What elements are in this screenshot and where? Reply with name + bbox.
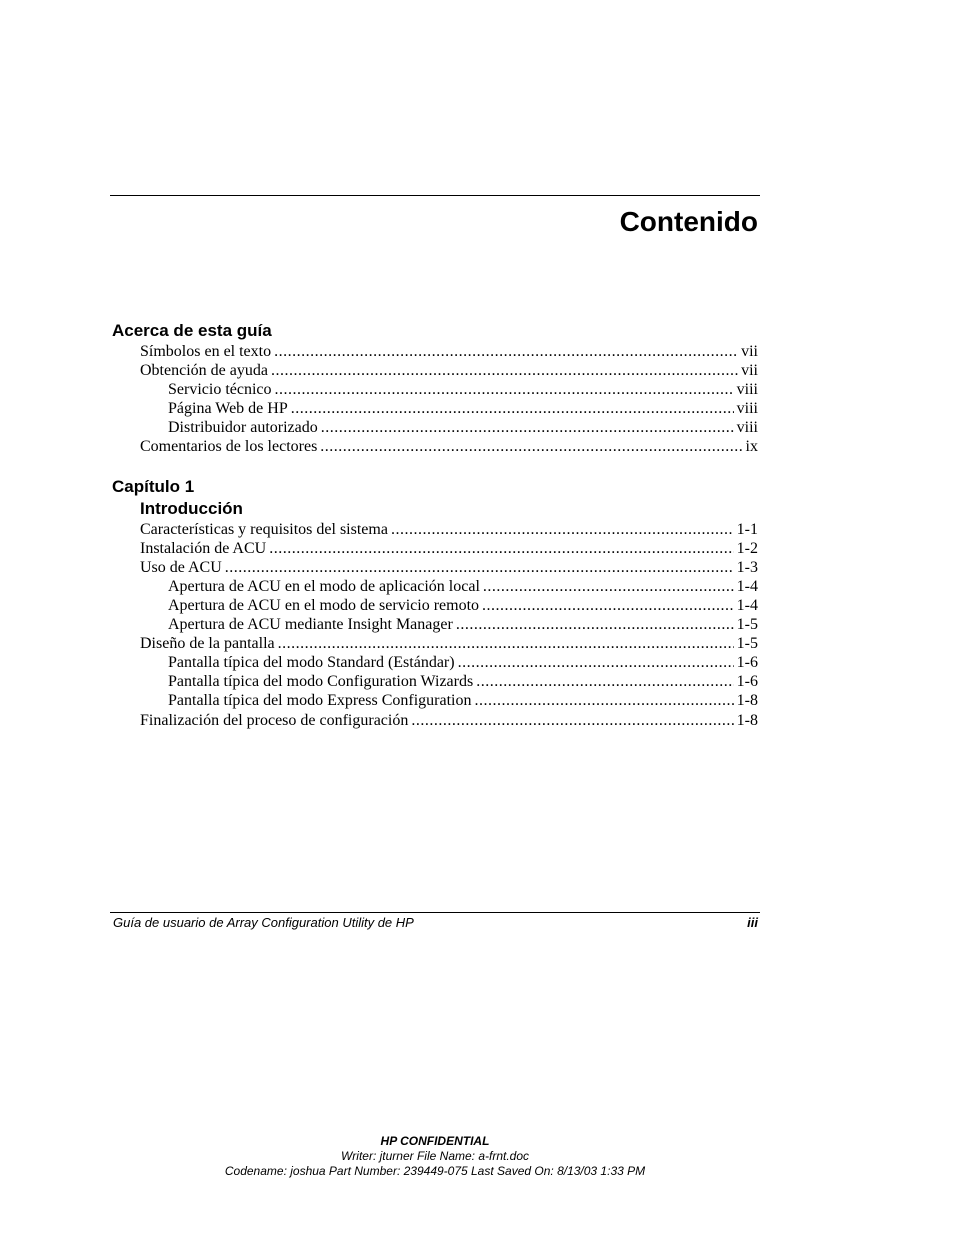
toc-entry[interactable]: [112, 399, 758, 418]
toc-entry-label: Uso de ACU: [140, 558, 222, 576]
page-title: Contenido: [619, 206, 758, 237]
confidential-part-line: Codename: joshua Part Number: 239449-075 Last Saved On: 8/13/03 1:33 PM: [224, 1164, 646, 1178]
toc-entry-label: Distribuidor autorizado: [168, 419, 318, 437]
dot-leader: [475, 691, 734, 710]
toc-entry[interactable]: [112, 418, 758, 437]
toc-entry-page: 1-8: [736, 711, 758, 729]
dot-leader: [321, 418, 734, 437]
toc-entry-page: vii: [741, 362, 758, 380]
toc-entry-page: 1-2: [736, 539, 758, 557]
dot-leader: [225, 558, 734, 577]
toc-entry-label: Pantalla típica del modo Configuration Wizards: [168, 673, 474, 691]
toc-entry-label: Página Web de HP: [168, 400, 288, 418]
toc-entry[interactable]: [112, 437, 758, 456]
toc-entry[interactable]: [112, 380, 758, 399]
toc-entry[interactable]: [112, 634, 758, 653]
toc-entry-label: Diseño de la pantalla: [140, 635, 275, 653]
toc-entry-label: Apertura de ACU mediante Insight Manager: [168, 616, 453, 634]
toc-entry-label: Apertura de ACU en el modo de aplicación local: [168, 577, 480, 595]
toc-entry[interactable]: [112, 596, 758, 615]
toc-entry-label: Símbolos en el texto: [140, 343, 272, 360]
chapter-title: Introducción: [140, 498, 243, 518]
toc-entry-label: Pantalla típica del modo Express Configuration: [168, 692, 472, 710]
toc-entry[interactable]: [112, 342, 758, 361]
dot-leader: [271, 361, 738, 380]
toc-entry[interactable]: [112, 615, 758, 634]
toc-entry-label: Apertura de ACU en el modo de servicio remoto: [168, 596, 480, 614]
toc-entry-label: Comentarios de los lectores: [140, 438, 318, 456]
toc-entry[interactable]: [112, 558, 758, 577]
toc-entry[interactable]: [112, 691, 758, 710]
dot-leader: [274, 342, 738, 361]
toc-entry-page: 1-5: [736, 616, 758, 634]
toc-entry-page: 1-1: [736, 520, 758, 538]
toc-entry-label: Servicio técnico: [168, 381, 272, 399]
toc-entry-page: ix: [745, 438, 758, 456]
toc-entry-label: Características y requisitos del sistema: [140, 520, 388, 538]
toc-section-heading: Acerca de esta guía: [112, 321, 272, 340]
dot-leader: [291, 399, 734, 418]
toc-entry-page: 1-8: [736, 692, 758, 710]
toc-entry-page: 1-5: [736, 635, 758, 653]
toc-entry-page: viii: [736, 381, 758, 399]
toc-entry[interactable]: [112, 711, 758, 730]
dot-leader: [411, 711, 733, 730]
confidential-title: HP CONFIDENTIAL: [380, 1134, 490, 1148]
dot-leader: [275, 380, 734, 399]
footer-rule: [110, 912, 760, 913]
dot-leader: [458, 653, 734, 672]
toc-entry-page: 1-4: [736, 596, 758, 614]
table-of-contents: [112, 320, 758, 730]
toc-entry[interactable]: [112, 361, 758, 380]
dot-leader: [391, 520, 734, 539]
dot-leader: [483, 577, 734, 596]
dot-leader: [278, 634, 734, 653]
toc-entry[interactable]: [112, 672, 758, 691]
toc-entry-label: Finalización del proceso de configuración: [140, 711, 409, 729]
confidential-writer-line: Writer: jturner File Name: a-frnt.doc: [340, 1149, 530, 1163]
footer-page-number: iii: [747, 915, 758, 930]
toc-entry-label: Pantalla típica del modo Standard (Estándar): [168, 654, 455, 672]
toc-entry-page: 1-4: [736, 577, 758, 595]
footer-book-title: Guía de usuario de Array Configuration Utility de HP: [113, 915, 414, 930]
header-rule: [110, 195, 760, 196]
dot-leader: [476, 672, 733, 691]
toc-entry[interactable]: [112, 520, 758, 539]
dot-leader: [320, 437, 742, 456]
chapter-label: Capítulo 1: [112, 476, 195, 496]
toc-entry-page: 1-6: [736, 654, 758, 672]
toc-entry[interactable]: [112, 577, 758, 596]
toc-entry-page: viii: [736, 419, 758, 437]
toc-entry-label: Obtención de ayuda: [140, 362, 268, 380]
toc-entry-label: Instalación de ACU: [140, 539, 267, 557]
dot-leader: [269, 539, 733, 558]
dot-leader: [456, 615, 734, 634]
dot-leader: [482, 596, 734, 615]
toc-entry[interactable]: [112, 653, 758, 672]
toc-entry-page: 1-6: [736, 673, 758, 691]
toc-entry[interactable]: [112, 539, 758, 558]
toc-entry-page: vii: [741, 343, 758, 360]
confidential-notice: [0, 1134, 870, 1179]
toc-entry-page: 1-3: [736, 558, 758, 576]
toc-entry-page: viii: [736, 400, 758, 418]
